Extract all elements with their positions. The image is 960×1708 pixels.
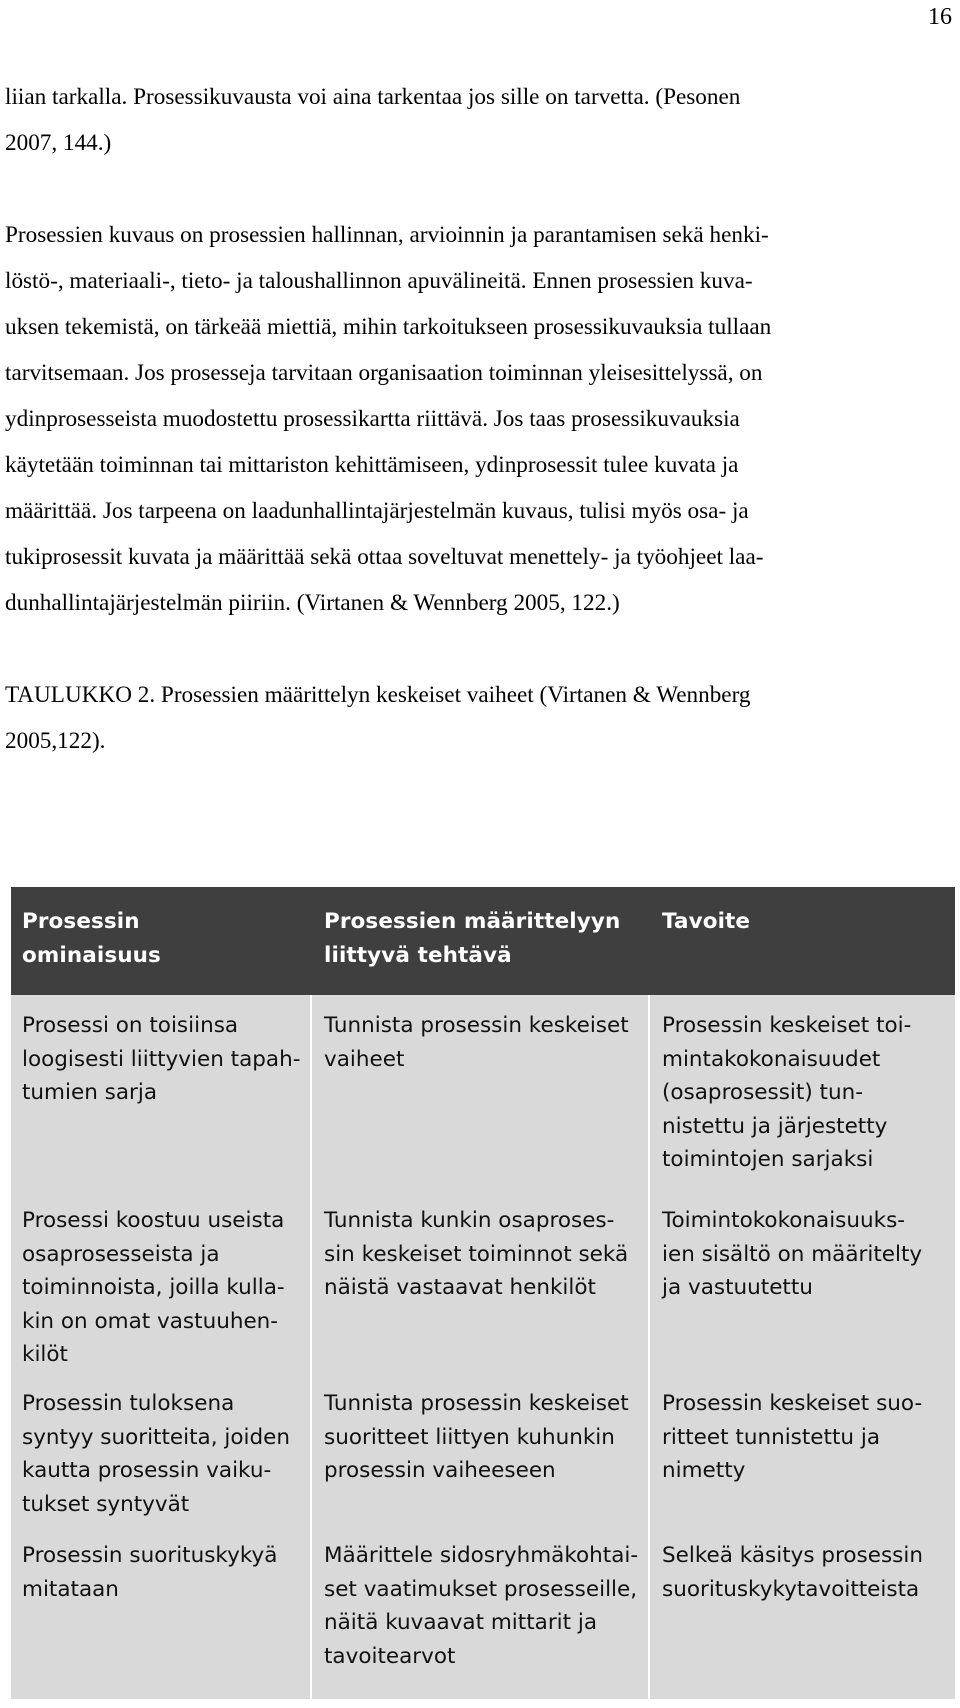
table-cell: Prosessi koostuu useista osaprosesseista ja toiminnoista, joilla kulla- kin on omat vastuuhen- kilöt [22, 1208, 285, 1367]
caption-line: TAULUKKO 2. Prosessien määrittelyn keskeiset vaiheet (Virtanen & Wennberg [5, 682, 751, 708]
table-cell: Toimintokokonaisuuks- ien sisältö on määritelty ja vastuutettu [662, 1208, 923, 1300]
paragraph [5, 74, 955, 166]
table-cell: Prosessin suorituskykyä mitataan [22, 1543, 278, 1602]
text-line: uksen tekemistä, on tärkeää miettiä, mihin tarkoitukseen prosessikuvauksia tullaan [5, 314, 772, 340]
table-cell: Selkeä käsitys prosessin suorituskykytavoitteista [662, 1543, 923, 1602]
paragraph [5, 212, 955, 626]
text-line: dunhallintajärjestelmän piiriin. (Virtanen & Wennberg 2005, 122.) [5, 590, 620, 616]
header-cell-property: Prosessin ominaisuus [22, 909, 161, 968]
table-cell: Tunnista kunkin osaproses- sin keskeiset toiminnot sekä näistä vastaavat henkilöt [324, 1208, 629, 1300]
text-line: käytetään toiminnan tai mittariston kehittämiseen, ydinprosessit tulee kuvata ja [5, 452, 739, 478]
table-header [11, 887, 955, 995]
text-line: 2007, 144.) [5, 130, 112, 156]
header-cell-goal: Tavoite [662, 909, 751, 934]
column-divider [310, 995, 312, 1699]
text-line: määrittää. Jos tarpeena on laadunhallintajärjestelmän kuvaus, tulisi myös osa- ja [5, 498, 749, 524]
table-cell: Prosessi on toisiinsa loogisesti liittyvien tapah- tumien sarja [22, 1013, 301, 1105]
body-text [5, 74, 955, 764]
table-cell: Prosessin tuloksena syntyy suoritteita, joiden kautta prosessin vaiku- tukset syntyvät [22, 1391, 290, 1517]
table-caption [5, 672, 955, 764]
page-number: 16 [928, 4, 952, 30]
table-cell: Määrittele sidosryhmäkohtai- set vaatimukset prosesseille, näitä kuvaavat mittarit ja tavoitearvot [324, 1543, 639, 1669]
text-line: löstö-, materiaali-, tieto- ja taloushallinnon apuvälineitä. Ennen prosessien kuva- [5, 268, 753, 294]
text-line: ydinprosesseista muodostettu prosessikartta riittävä. Jos taas prosessikuvauksia [5, 406, 740, 432]
text-line: tukiprosessit kuvata ja määrittää sekä ottaa soveltuvat menettely- ja työohjeet laa- [5, 544, 764, 570]
table-cell: Prosessin keskeiset toi- mintakokonaisuudet (osaprosessit) tun- nistettu ja järjestetty toimintojen sarjaksi [662, 1013, 912, 1172]
text-line: liian tarkalla. Prosessikuvausta voi aina tarkentaa jos sille on tarvetta. (Pesonen [5, 84, 741, 110]
text-line: tarvitsemaan. Jos prosesseja tarvitaan organisaation toiminnan yleisesittelyssä, on [5, 360, 763, 386]
header-cell-task: Prosessien määrittelyyn liittyvä tehtävä [324, 909, 621, 968]
table-cell: Tunnista prosessin keskeiset suoritteet liittyen kuhunkin prosessin vaiheeseen [324, 1391, 629, 1483]
text-line: Prosessien kuvaus on prosessien hallinnan, arvioinnin ja parantamisen sekä henki- [5, 222, 769, 248]
process-definition-table [11, 887, 955, 1699]
table-cell: Tunnista prosessin keskeiset vaiheet [324, 1013, 629, 1072]
table-cell: Prosessin keskeiset suo- ritteet tunnistettu ja nimetty [662, 1391, 923, 1483]
caption-line: 2005,122). [5, 728, 106, 754]
column-divider [648, 995, 650, 1699]
